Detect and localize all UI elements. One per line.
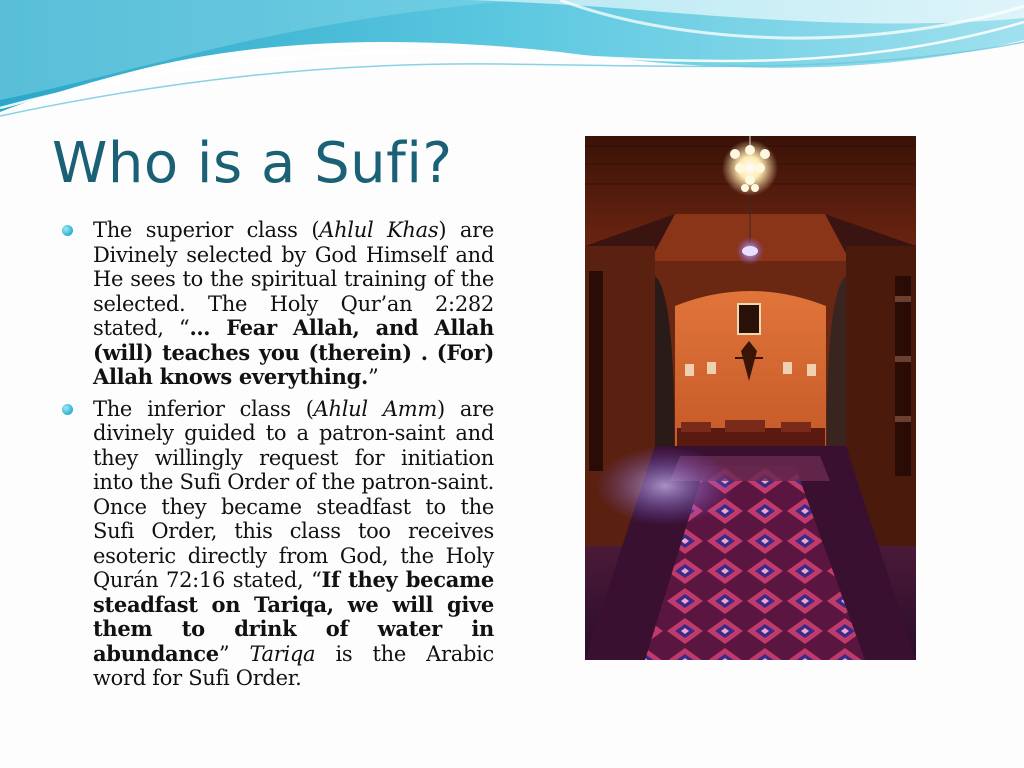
wave-header-decoration	[0, 0, 1024, 125]
interior-room-photo	[585, 136, 916, 660]
bullet-text: The superior class (Ahlul Khas) are Divinely selected by God Himself and He sees to the spiritual training of the selected. The Holy Qur’an 2:282 stated, “… Fear Allah, and Allah (will) teaches you (therein) . (For) Allah knows everything.”	[93, 218, 494, 389]
bullet-icon	[62, 225, 73, 236]
bullet-item-superior-class	[62, 218, 494, 390]
bullet-text: The inferior class (Ahlul Amm) are divinely guided to a patron-saint and they willingly request for initiation into the Sufi Order of the patron-saint. Once they became steadfast to the Sufi Order, this class too receives esoteric directly from God, the Holy Qurán 72:16 stated, “If they became steadfast on Tariqa, we will give them to drink of water in abundance” Tariqa is the Arabic word for Sufi Order.	[93, 396, 495, 690]
slide-title: Who is a Sufi?	[52, 131, 453, 196]
bullet-item-inferior-class	[62, 397, 494, 691]
bullet-icon	[62, 404, 73, 415]
bullet-list	[62, 218, 494, 698]
